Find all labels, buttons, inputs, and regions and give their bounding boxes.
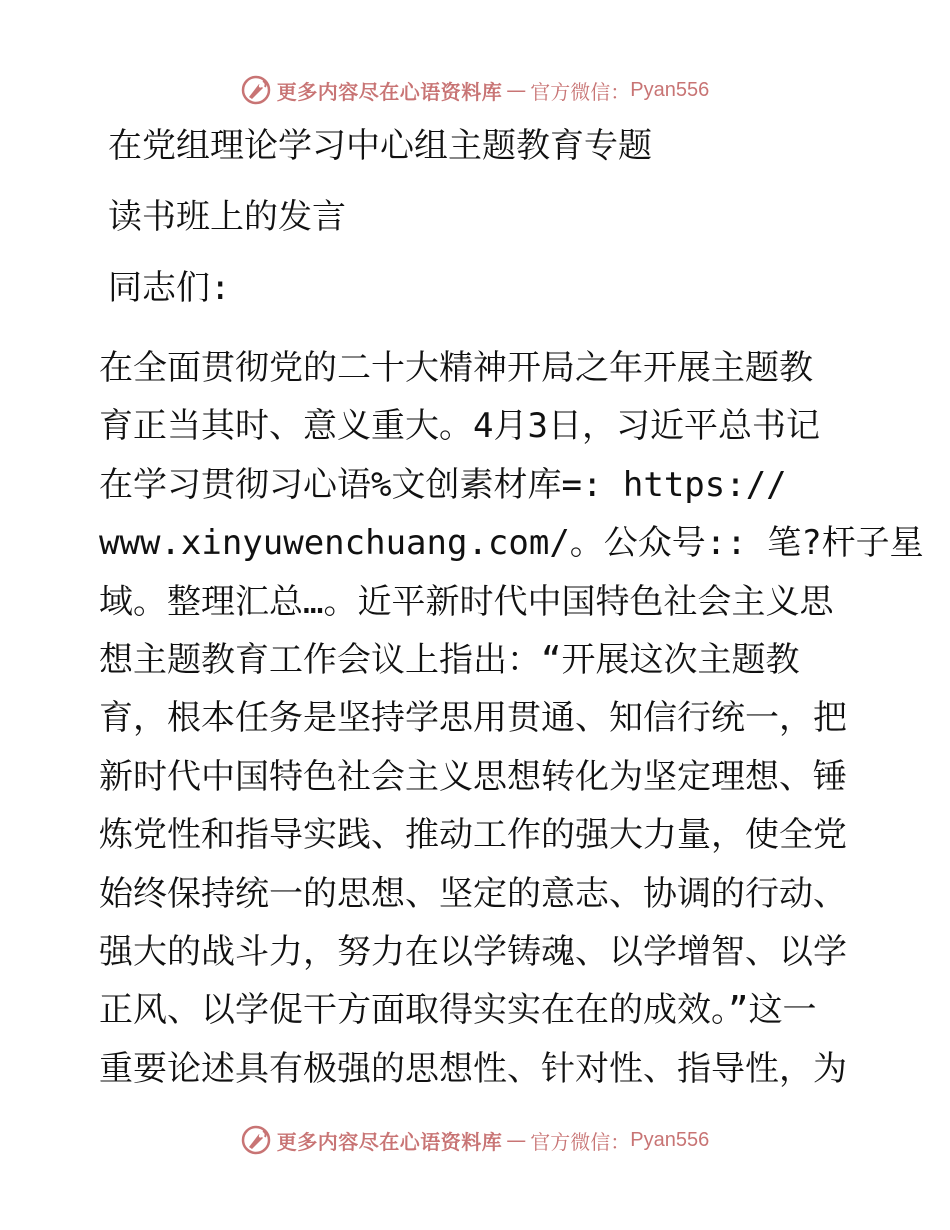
footer-watermark-banner [0, 1120, 950, 1160]
body-line: 在全面贯彻党的二十大精神开局之年开展主题教 [99, 348, 813, 388]
document-title-line-1: 在党组理论学习中心组主题教育专题 [108, 126, 652, 166]
banner-official-label: 官方微信： [530, 1129, 631, 1154]
salutation: 同志们: [108, 268, 231, 308]
banner-text: 更多内容尽在心语资料库 [276, 1129, 503, 1154]
body-line: 育，根本任务是坚持学思用贯通、知信行统一，把 [99, 698, 847, 739]
body-line: 始终保持统一的思想、坚定的意志、协调的行动、 [99, 873, 847, 914]
body-line: 想主题教育工作会议上指出：“开展这次主题教 [99, 639, 800, 680]
body-paragraph [99, 339, 924, 1098]
banner-separator: — [506, 78, 527, 102]
banner-wechat-id: Pyan556 [630, 78, 710, 101]
body-line: 育正当其时、意义重大。4月3日，习近平总书记 [99, 406, 820, 447]
body-line: 强大的战斗力，努力在以学铸魂、以学增智、以学 [99, 931, 847, 972]
document-title-line-2: 读书班上的发言 [108, 197, 346, 237]
banner-official-label: 官方微信： [530, 79, 631, 104]
body-line: 域。整理汇总…。近平新时代中国特色社会主义思 [99, 581, 834, 622]
body-line: 正风、以学促干方面取得实实在在的成效。”这一 [99, 990, 817, 1031]
pen-nib-logo-icon [241, 1125, 271, 1155]
banner-wechat-id: Pyan556 [630, 1128, 710, 1151]
body-line: 在学习贯彻习心语%文创素材库=: https:// [99, 464, 787, 505]
header-watermark-banner [0, 70, 950, 110]
banner-text: 更多内容尽在心语资料库 [276, 79, 503, 104]
body-line: 炼党性和指导实践、推动工作的强大力量，使全党 [99, 815, 847, 856]
body-line: www.xinyuwenchuang.com/。公众号:: 笔?杆子星 [99, 523, 924, 564]
body-line: 重要论述具有极强的思想性、针对性、指导性，为 [99, 1048, 847, 1089]
body-line: 新时代中国特色社会主义思想转化为坚定理想、锤 [99, 756, 847, 797]
pen-nib-logo-icon [241, 75, 271, 105]
banner-separator: — [506, 1128, 527, 1152]
